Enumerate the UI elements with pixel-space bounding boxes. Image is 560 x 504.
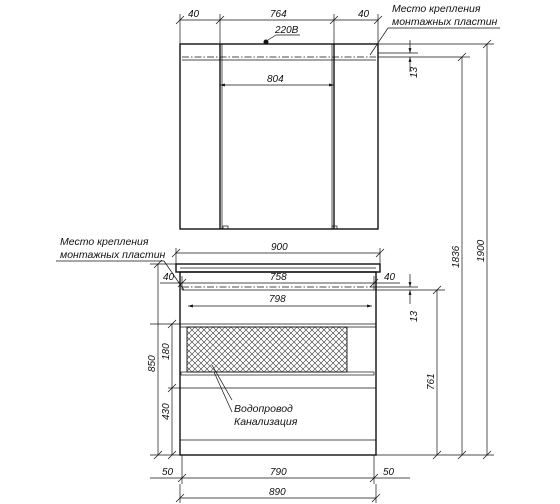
vanity-dim-900: 900 — [271, 242, 288, 253]
vanity-mount-note-line2: монтажных пластин — [60, 249, 166, 261]
overall-height-dims — [378, 40, 494, 459]
vanity-dim-13-group — [376, 274, 420, 322]
vanity-dim-761: 761 — [426, 373, 437, 390]
overall-dim-1900: 1900 — [476, 239, 487, 262]
cabinet-mount-note-line2: монтажных пластин — [392, 16, 498, 28]
plumbing-zone — [187, 327, 347, 372]
cabinet-outline — [180, 44, 378, 229]
cabinet-dim-804: 804 — [267, 74, 284, 85]
cabinet-dim-804-group — [220, 74, 334, 85]
cabinet-dim-left-40: 40 — [188, 9, 200, 20]
vanity-dim-900-group — [172, 242, 384, 264]
cabinet-mount-note-line1: Место крепления — [392, 3, 481, 15]
cabinet-dim-764: 764 — [270, 9, 287, 20]
vanity-dim-right-40: 40 — [384, 272, 396, 283]
vanity-dim-430: 430 — [161, 403, 172, 420]
vanity-dim-798-group — [188, 294, 372, 306]
vanity-left-dims — [147, 260, 180, 459]
plumbing-labels — [212, 365, 298, 428]
water-supply-label: Водопровод — [234, 403, 293, 415]
vanity-dim-798: 798 — [269, 294, 286, 305]
vanity-dim-bottom-right-50: 50 — [383, 467, 395, 478]
vanity-dim-bottom-left-50: 50 — [162, 467, 174, 478]
cabinet-mount-note — [370, 3, 500, 55]
power-outlet-dot — [264, 40, 269, 45]
vanity-dim-790: 790 — [270, 467, 287, 478]
vanity-bottom-dims — [150, 455, 410, 484]
vanity-dim-890: 890 — [269, 487, 286, 498]
vanity-dim-left-40: 40 — [163, 272, 175, 283]
cabinet-dim-right-40: 40 — [358, 9, 370, 20]
sewer-label: Канализация — [234, 416, 298, 428]
mirror-cabinet — [180, 40, 378, 230]
overall-dim-1836: 1836 — [451, 245, 462, 268]
power-label-group — [268, 25, 300, 40]
cabinet-dim-13-group — [378, 40, 460, 78]
vanity-dim-13: 13 — [409, 310, 420, 322]
vanity-dim-850: 850 — [147, 355, 158, 372]
cabinet-dim-13: 13 — [409, 66, 420, 78]
power-label: 220В — [275, 25, 299, 36]
vanity-dim-180: 180 — [161, 343, 172, 360]
vanity-mount-note-line1: Место крепления — [60, 236, 149, 248]
vanity-dim-890-group — [176, 484, 380, 503]
vanity-dim-758: 758 — [270, 272, 287, 283]
